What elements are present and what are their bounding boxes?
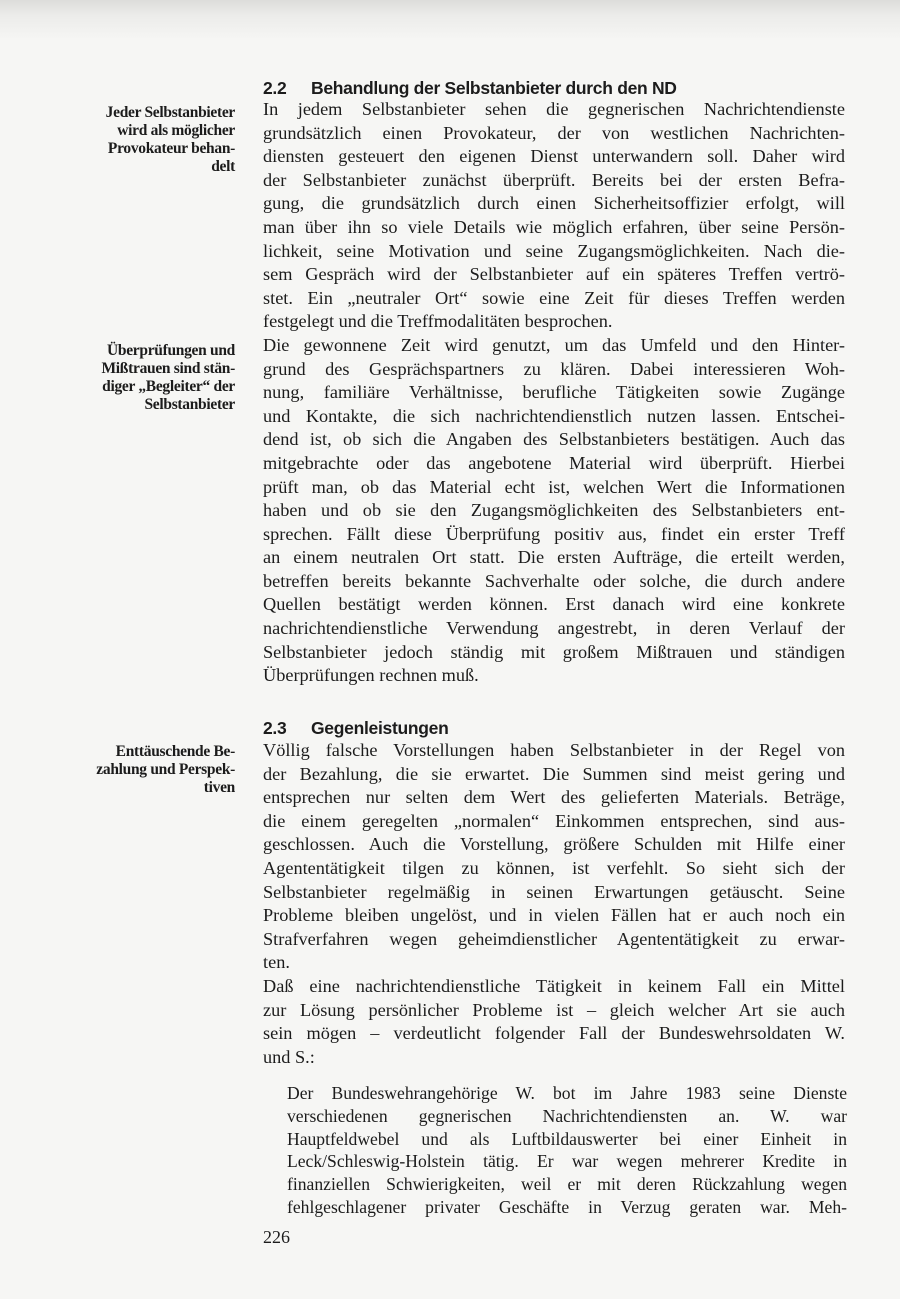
text-line: sein mögen – verdeutlicht folgender Fall der Bundeswehrsoldaten W.: [263, 1023, 845, 1044]
text-line: man über ihn so viele Details wie möglich erfahren, über seine Persön-: [263, 216, 845, 237]
text-line: lichkeit, seine Motivation und seine Zugangsmöglichkeiten. Nach die-: [263, 240, 845, 261]
text-line: grund des Gesprächspartners zu klären. Dabei interessieren Woh-: [263, 358, 845, 379]
text-line: In jedem Selbstanbieter sehen die gegnerischen Nachrichtendienste: [263, 99, 845, 119]
text-line: die einem geregelten „normalen“ Einkommen entsprechen, sind aus-: [263, 810, 845, 831]
section-title: Behandlung der Selbstanbieter durch den ND: [311, 78, 677, 98]
text-line: gung, die grundsätzlich durch einen Sicherheitsoffizier erfolgt, will: [263, 193, 845, 214]
text-line: haben und ob sie den Zugangsmöglichkeiten des Selbstanbieters ent-: [263, 500, 845, 521]
section-2-2-body: [263, 98, 845, 688]
text-line: geschlossen. Auch die Vorstellung, größere Schulden mit Hilfe einer: [263, 834, 845, 855]
quote-line: finanziellen Schwierigkeiten, weil er mit deren Rückzahlung wegen: [287, 1174, 847, 1195]
section-2-3-body: [263, 739, 845, 1069]
text-line: prüft man, ob das Material echt ist, welchen Wert die Informationen: [263, 476, 845, 497]
case-study-quote: [287, 1082, 847, 1219]
margin-note-line: tiven: [203, 779, 235, 796]
margin-note-provokateur: [30, 104, 235, 176]
margin-note-ueberpruefungen: [30, 342, 235, 414]
text-line: nung, familiäre Verhältnisse, berufliche Tätigkeiten sowie Zugänge: [263, 382, 845, 403]
margin-note-line: wird als möglicher: [117, 122, 235, 139]
text-line: stet. Ein „neutraler Ort“ sowie eine Zeit für dieses Treffen werden: [263, 287, 845, 308]
text-line: grundsätzlich einen Provokateur, der von westlichen Nachrichten-: [263, 122, 845, 143]
margin-note-line: Enttäuschende Be-: [115, 743, 235, 760]
text-line: betreffen bereits bekannte Sachverhalte oder solche, die durch andere: [263, 570, 845, 591]
section-title: Gegenleistungen: [311, 718, 449, 738]
text-line: der Bezahlung, die sie erwartet. Die Summen sind meist gering und: [263, 763, 845, 784]
text-line: ten.: [263, 952, 290, 973]
text-line: und Kontakte, die sich nachrichtendienstlich nutzen lassen. Entschei-: [263, 405, 845, 426]
margin-note-line: Jeder Selbstanbieter: [105, 104, 235, 121]
text-line: sem Gespräch wird der Selbstanbieter auf ein späteres Treffen vertrö-: [263, 264, 845, 285]
text-line: der Selbstanbieter zunächst überprüft. Bereits bei der ersten Befra-: [263, 169, 845, 190]
margin-note-line: Provokateur behan-: [107, 140, 235, 157]
text-line: Die gewonnene Zeit wird genutzt, um das Umfeld und den Hinter-: [263, 334, 845, 355]
text-line: an einem neutralen Ort statt. Die ersten Aufträge, die erteilt werden,: [263, 547, 845, 568]
quote-line: Der Bundeswehrangehörige W. bot im Jahre 1983 seine Dienste: [287, 1083, 847, 1103]
quote-line: Hauptfeldwebel und als Luftbildauswerter bei einer Einheit in: [287, 1128, 847, 1149]
text-line: dend ist, ob sich die Angaben des Selbstanbieters bestätigen. Auch das: [263, 429, 845, 450]
text-line: nachrichtendienstliche Verwendung angestrebt, in deren Verlauf der: [263, 618, 845, 639]
section-heading-2-3: [263, 718, 448, 739]
section-number: 2.2: [263, 78, 287, 98]
scan-top-shadow: [0, 0, 900, 40]
margin-note-line: Überprüfungen und: [107, 342, 235, 359]
text-line: Selbstanbieter jedoch ständig mit großem Mißtrauen und ständigen: [263, 641, 845, 662]
text-line: diensten gesteuert den eigenen Dienst unterwandern soll. Daher wird: [263, 146, 845, 167]
text-line: entsprechen nur selten dem Wert des gelieferten Materials. Beträge,: [263, 787, 845, 808]
text-line: und S.:: [263, 1046, 315, 1067]
text-line: mitgebrachte oder das angebotene Material wird überprüft. Hierbei: [263, 452, 845, 473]
margin-note-line: zahlung und Perspek-: [96, 761, 235, 778]
margin-note-line: Selbstanbieter: [144, 396, 235, 413]
section-number: 2.3: [263, 718, 287, 738]
text-line: festgelegt und die Treffmodalitäten besprochen.: [263, 311, 613, 332]
text-line: zur Lösung persönlicher Probleme ist – gleich welcher Art sie auch: [263, 999, 845, 1020]
text-line: Strafverfahren wegen geheimdienstlicher Agententätigkeit zu erwar-: [263, 928, 845, 949]
text-line: Agententätigkeit tilgen zu können, ist verfehlt. So sieht sich der: [263, 857, 845, 878]
margin-note-bezahlung: [30, 743, 235, 797]
page-number: 226: [263, 1227, 290, 1247]
quote-line: fehlgeschlagener privater Geschäfte in Verzug geraten war. Meh-: [287, 1196, 847, 1217]
text-line: Daß eine nachrichtendienstliche Tätigkeit in keinem Fall ein Mittel: [263, 975, 845, 996]
text-line: Selbstanbieter regelmäßig in seinen Erwartungen getäuscht. Seine: [263, 881, 845, 902]
text-line: Quellen bestätigt werden können. Erst danach wird eine konkrete: [263, 594, 845, 615]
margin-note-line: Mißtrauen sind stän-: [101, 360, 235, 377]
section-heading-2-2: [263, 78, 677, 99]
quote-line: verschiedenen gegnerischen Nachrichtendiensten an. W. war: [287, 1105, 847, 1126]
text-line: Überprüfungen rechnen muß.: [263, 665, 479, 686]
text-line: sprechen. Fällt diese Überprüfung positiv aus, findet ein erster Treff: [263, 523, 845, 544]
text-line: Völlig falsche Vorstellungen haben Selbstanbieter in der Regel von: [263, 740, 845, 760]
margin-note-line: delt: [211, 158, 235, 175]
text-line: Probleme bleiben ungelöst, und in vielen Fällen hat er auch noch ein: [263, 905, 845, 926]
margin-note-line: diger „Begleiter“ der: [102, 378, 235, 395]
quote-line: Leck/Schleswig-Holstein tätig. Er war wegen mehrerer Kredite in: [287, 1151, 847, 1172]
